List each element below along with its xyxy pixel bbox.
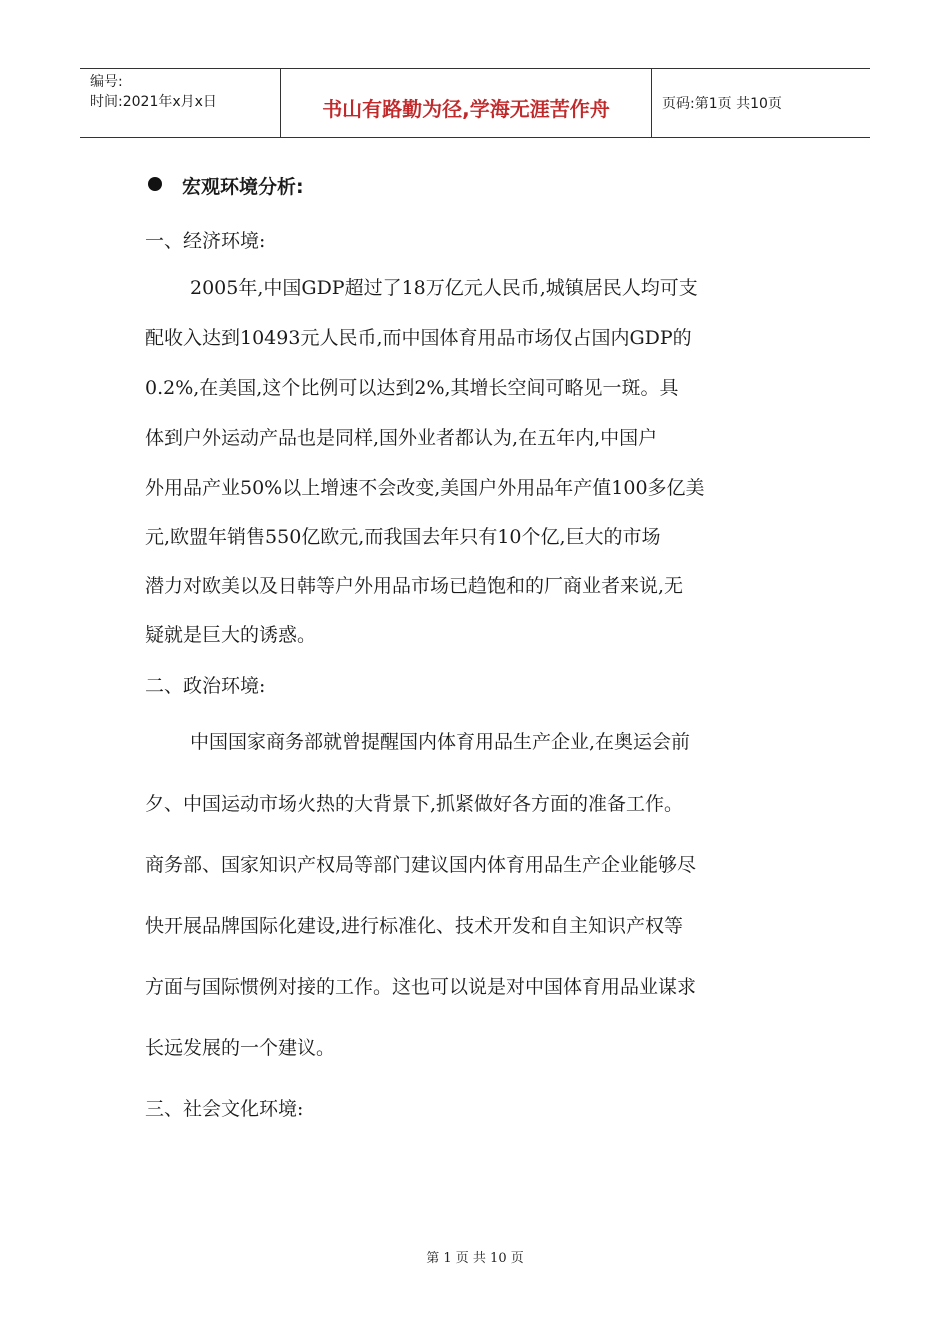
document-number-label: 编号: [90, 74, 123, 90]
paragraph-line: 2005年,中国GDP超过了18万亿元人民币,城镇居民人均可支 [190, 277, 698, 299]
document-header [80, 68, 870, 138]
header-motto-cell [281, 69, 652, 137]
paragraph-line: 配收入达到10493元人民币,而中国体育用品市场仅占国内GDP的 [145, 327, 692, 349]
header-page-info: 页码:第1页 共10页 [662, 96, 782, 112]
bullet-icon [148, 177, 162, 191]
section-title-social: 三、社会文化环境: [145, 1098, 304, 1120]
section-title-political: 二、政治环境: [145, 675, 266, 697]
paragraph-line: 外用品产业50%以上增速不会改变,美国户外用品年产值100多亿美 [145, 477, 705, 499]
paragraph-line: 商务部、国家知识产权局等部门建议国内体育用品生产企业能够尽 [145, 854, 697, 876]
header-motto: 书山有路勤为径,学海无涯苦作舟 [322, 97, 610, 121]
page-footer: 第 1 页 共 10 页 [426, 1251, 524, 1266]
header-meta-cell [80, 69, 281, 137]
paragraph-line: 潜力对欧美以及日韩等户外用品市场已趋饱和的厂商业者来说,无 [145, 575, 684, 597]
paragraph-line: 0.2%,在美国,这个比例可以达到2%,其增长空间可略见一斑。具 [145, 377, 679, 399]
paragraph-line: 元,欧盟年销售550亿欧元,而我国去年只有10个亿,巨大的市场 [145, 526, 661, 548]
paragraph-line: 疑就是巨大的诱惑。 [145, 624, 317, 646]
paragraph-line: 长远发展的一个建议。 [145, 1037, 336, 1059]
section-title-economic: 一、经济环境: [145, 230, 266, 252]
paragraph-line: 方面与国际惯例对接的工作。这也可以说是对中国体育用品业谋求 [145, 976, 697, 998]
paragraph-line: 体到户外运动产品也是同样,国外业者都认为,在五年内,中国户 [145, 427, 658, 449]
paragraph-line: 夕、中国运动市场火热的大背景下,抓紧做好各方面的准备工作。 [145, 793, 684, 815]
paragraph-line: 中国国家商务部就曾提醒国内体育用品生产企业,在奥运会前 [190, 731, 691, 753]
header-page-cell [652, 69, 870, 137]
document-time-label: 时间:2021年x月x日 [90, 94, 217, 110]
main-heading: 宏观环境分析: [182, 176, 304, 198]
paragraph-line: 快开展品牌国际化建设,进行标准化、技术开发和自主知识产权等 [145, 915, 684, 937]
